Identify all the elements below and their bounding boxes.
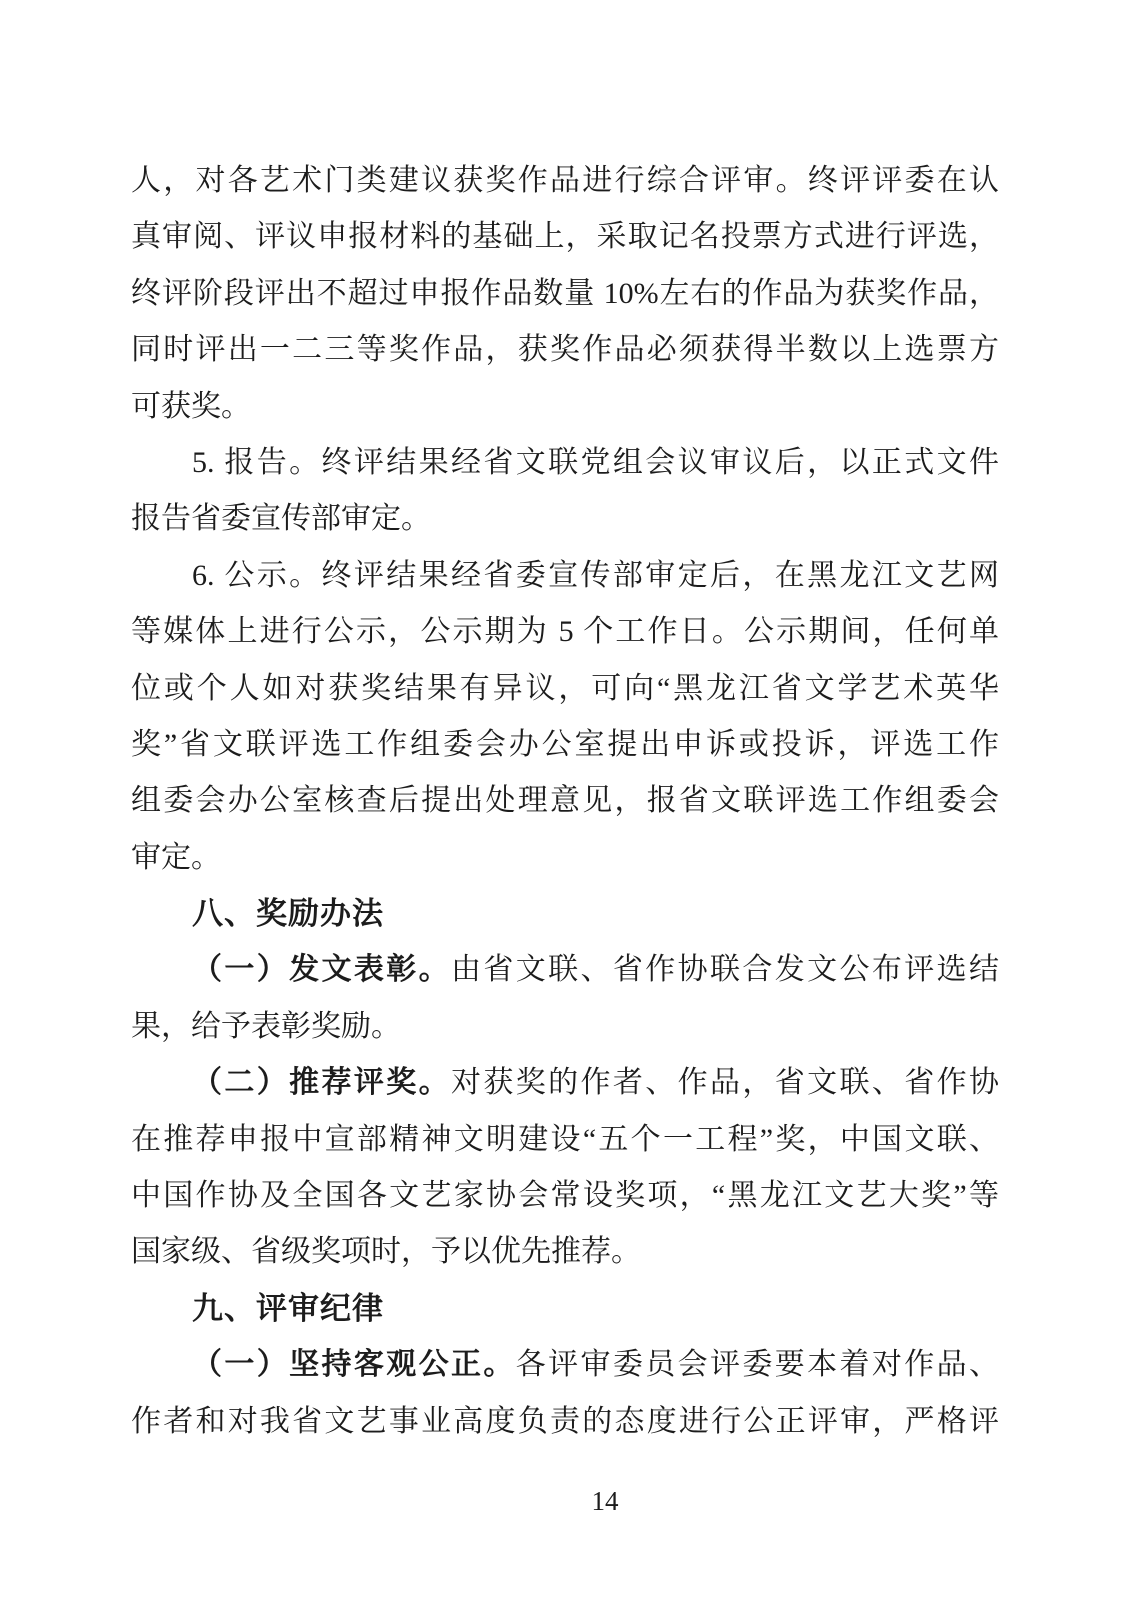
text-line: 位或个人如对获奖结果有异议，可向“黑龙江省文学艺术英华: [131, 671, 999, 705]
subsection-lead-label: （二）推荐评奖。: [192, 1066, 451, 1100]
text-line-item-6-publicity: 6. 公示。终评结果经省委宣传部审定后，在黑龙江文艺网: [192, 558, 999, 592]
text-line-subsection-1-commendation: [131, 942, 999, 998]
text-line: 中国作协及全国各文艺家协会常设奖项，“黑龙江文艺大奖”等: [131, 1179, 999, 1213]
text-line: 终评阶段评出不超过申报作品数量 10%左右的作品为获奖作品，: [131, 276, 999, 310]
text-line: 作者和对我省文艺事业高度负责的态度进行公正评审，严格评: [131, 1404, 999, 1438]
text-line: 等媒体上进行公示，公示期为 5 个工作日。公示期间，任何单: [131, 615, 999, 649]
subsection-lead-label: （一）坚持客观公正。: [192, 1348, 516, 1382]
text-line-subsection-1-objectivity: [131, 1337, 999, 1393]
text-line: 同时评出一二三等奖作品，获奖作品必须获得半数以上选票方: [131, 333, 999, 367]
text-line: 真审阅、评议申报材料的基础上，采取记名投票方式进行评选，: [131, 220, 999, 254]
section-heading-9-review-discipline: 九、评审纪律: [192, 1290, 384, 1326]
text-line-subsection-2-recommendation: [131, 1055, 999, 1111]
subsection-body-text: 各评审委员会评委要本着对作品、: [515, 1348, 999, 1382]
text-line: 在推荐申报中宣部精神文明建设“五个一工程”奖，中国文联、: [131, 1122, 999, 1156]
section-heading-8-reward-measures: 八、奖励办法: [192, 896, 384, 932]
subsection-lead-label: （一）发文表彰。: [192, 953, 451, 987]
text-line: 审定。: [131, 840, 221, 874]
subsection-body-text: 对获奖的作者、作品，省文联、省作协: [451, 1066, 999, 1100]
text-line: 报告省委宣传部审定。: [131, 502, 431, 536]
document-body: [131, 153, 999, 1450]
subsection-body-text: 由省文联、省作协联合发文公布评选结: [451, 953, 999, 987]
text-line: 果，给予表彰奖励。: [131, 1009, 401, 1043]
text-line-item-5-report: 5. 报告。终评结果经省文联党组会议审议后，以正式文件: [192, 445, 999, 479]
page-number: 14: [591, 1486, 619, 1516]
text-line: 人，对各艺术门类建议获奖作品进行综合评审。终评评委在认: [131, 164, 999, 197]
text-line: 国家级、省级奖项时，予以优先推荐。: [131, 1235, 641, 1269]
text-line: 奖”省文联评选工作组委会办公室提出申诉或投诉，评选工作: [131, 727, 999, 761]
text-line: 可获奖。: [131, 389, 251, 423]
text-line: 组委会办公室核查后提出处理意见，报省文联评选工作组委会: [131, 784, 999, 818]
